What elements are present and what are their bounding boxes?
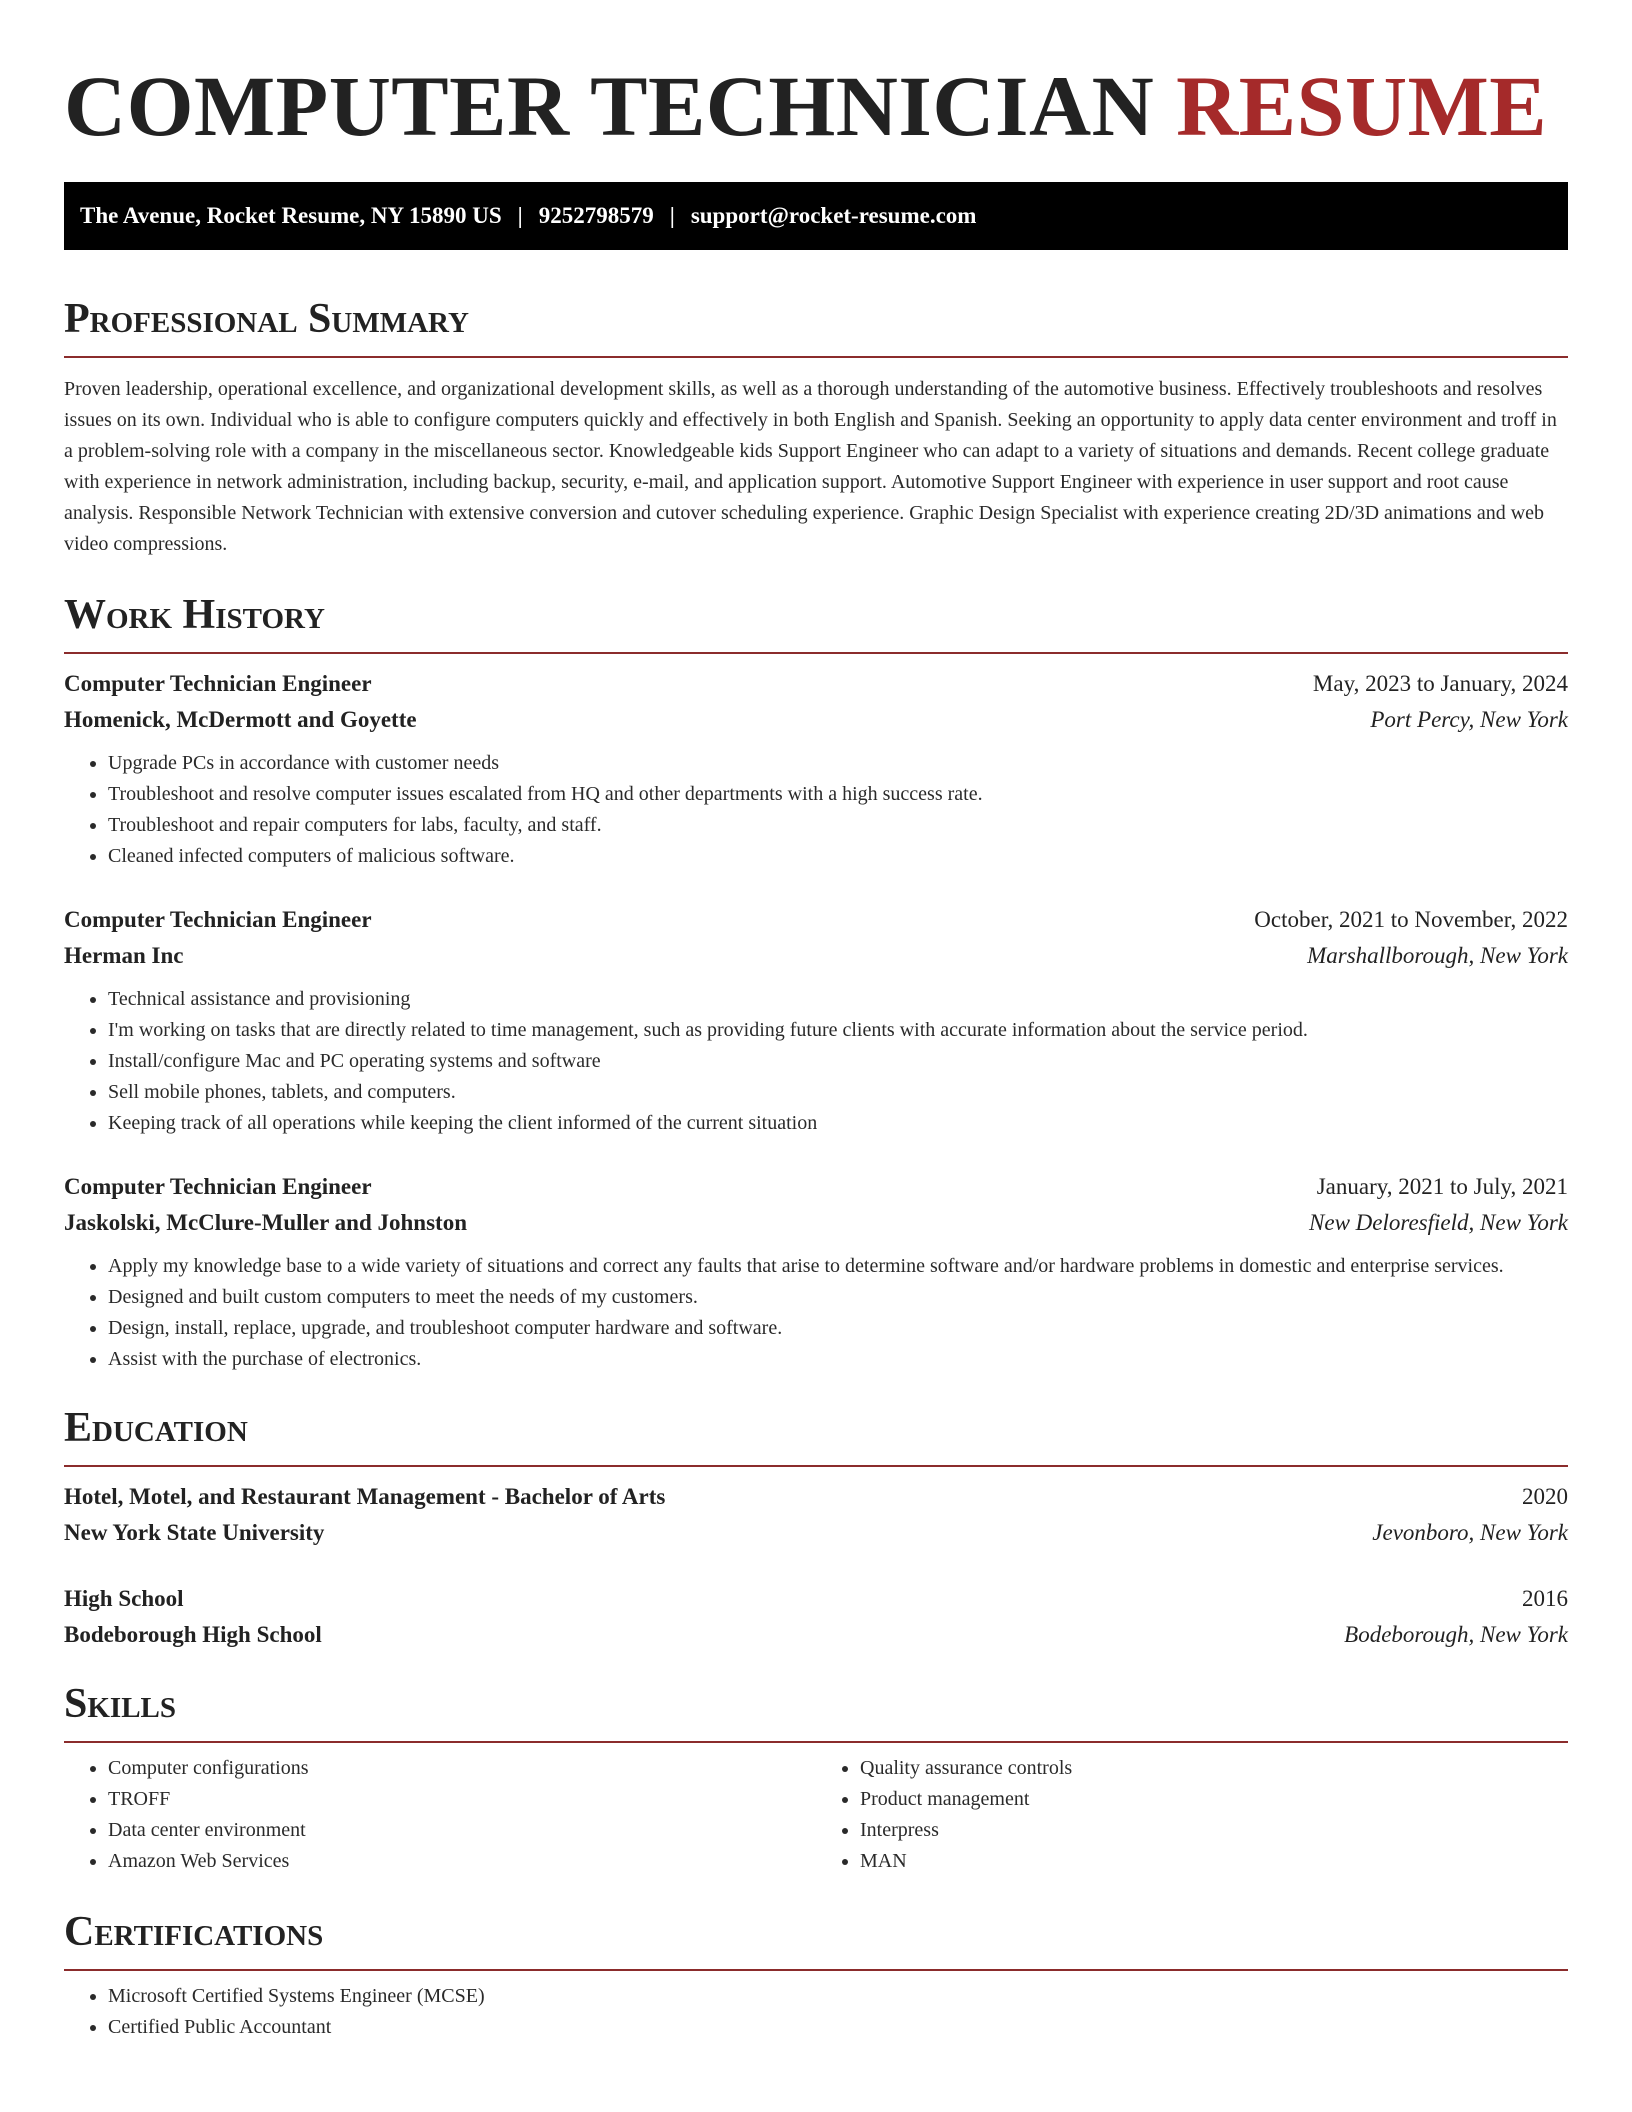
skill-item: • MAN: [860, 1846, 1568, 1877]
section-heading-skills: Skills: [64, 1677, 1568, 1743]
education-school: New York State University: [64, 1520, 325, 1545]
education-degree: Hotel, Motel, and Restaurant Management - Bachelor of Arts: [64, 1484, 666, 1509]
job-bullet: • Technical assistance and provisioning: [108, 984, 1568, 1015]
job-bullets: [64, 984, 1568, 1139]
job-location: Marshallborough, New York: [1307, 943, 1568, 968]
section-heading-work: Work History: [64, 588, 1568, 654]
job-bullet: • Troubleshoot and resolve computer issues escalated from HQ and other departments with a high success rate.: [108, 779, 1568, 810]
skill-item: • Product management: [860, 1784, 1568, 1815]
education-degree: High School: [64, 1586, 184, 1611]
title-accent: RESUME: [1176, 58, 1548, 154]
job-bullet: • Cleaned infected computers of malicious software.: [108, 841, 1568, 872]
job-bullet: • Install/configure Mac and PC operating systems and software: [108, 1046, 1568, 1077]
job-bullets: [64, 1251, 1568, 1375]
contact-address: The Avenue, Rocket Resume, NY 15890 US: [80, 203, 502, 228]
education-year: 2020: [1522, 1484, 1568, 1509]
resume-title: [64, 0, 1568, 156]
contact-separator: |: [517, 203, 523, 228]
job-bullets: [64, 748, 1568, 872]
skills-column-left: [64, 1753, 816, 1877]
certification-item: • Certified Public Accountant: [108, 2012, 1568, 2043]
certification-item: • Microsoft Certified Systems Engineer (MCSE): [108, 1981, 1568, 2012]
skill-item: • Amazon Web Services: [108, 1846, 816, 1877]
contact-phone[interactable]: 9252798579: [538, 203, 654, 228]
job-bullet: • Upgrade PCs in accordance with customer needs: [108, 748, 1568, 779]
skill-item: • Data center environment: [108, 1815, 816, 1846]
contact-separator: |: [669, 203, 675, 228]
education-entry: [64, 1581, 1568, 1653]
job-bullet: • I'm working on tasks that are directly related to time management, such as providing future clients with accurate information about the service period.: [108, 1015, 1568, 1046]
job-bullet: • Keeping track of all operations while keeping the client informed of the current situation: [108, 1108, 1568, 1139]
education-location: Jevonboro, New York: [1372, 1520, 1568, 1545]
skill-item: • Quality assurance controls: [860, 1753, 1568, 1784]
education-year: 2016: [1522, 1586, 1568, 1611]
skills-column-right: [816, 1753, 1568, 1877]
title-main: COMPUTER TECHNICIAN: [64, 58, 1155, 154]
education-entry: [64, 1479, 1568, 1551]
summary-text: Proven leadership, operational excellence, and organizational development skills, as well as a thorough understanding of the automotive business. Effectively troubleshoots and resolves issues on its own. Individual who is able to configure computers quickly and effectively in both English and Spanish. Seeking an opportunity to apply data center environment and troff in a problem-solving role with a company in the miscellaneous sector. Knowledgeable kids Support Engineer who can adapt to a variety of situations and demands. Recent college graduate with experience in network administration, including backup, security, e-mail, and application support. Automotive Support Engineer with experience in user support and root cause analysis. Responsible Network Technician with extensive conversion and cutover scheduling experience. Graphic Design Specialist with experience creating 2D/3D animations and web video compressions.: [64, 378, 1557, 555]
job-company: Jaskolski, McClure-Muller and Johnston: [64, 1210, 467, 1235]
job-company: Homenick, McDermott and Goyette: [64, 707, 417, 732]
job-entry: [64, 1169, 1568, 1375]
job-entry: [64, 666, 1568, 872]
skills-grid: [64, 1753, 1568, 1877]
job-dates: October, 2021 to November, 2022: [1254, 907, 1568, 932]
skill-item: • TROFF: [108, 1784, 816, 1815]
job-location: Port Percy, New York: [1370, 707, 1568, 732]
job-bullet: • Assist with the purchase of electronics.: [108, 1344, 1568, 1375]
skill-item: • Computer configurations: [108, 1753, 816, 1784]
job-bullet: • Design, install, replace, upgrade, and troubleshoot computer hardware and software.: [108, 1313, 1568, 1344]
skill-item: • Interpress: [860, 1815, 1568, 1846]
section-heading-education: Education: [64, 1401, 1568, 1467]
contact-email[interactable]: support@rocket-resume.com: [690, 203, 977, 228]
job-title: Computer Technician Engineer: [64, 1174, 372, 1199]
job-bullet: • Troubleshoot and repair computers for labs, faculty, and staff.: [108, 810, 1568, 841]
job-location: New Deloresfield, New York: [1309, 1210, 1568, 1235]
job-bullet: • Apply my knowledge base to a wide variety of situations and correct any faults that arise to determine software and/or hardware problems in domestic and enterprise services.: [108, 1251, 1568, 1282]
job-company: Herman Inc: [64, 943, 184, 968]
job-dates: May, 2023 to January, 2024: [1312, 671, 1568, 696]
job-bullet: • Sell mobile phones, tablets, and computers.: [108, 1077, 1568, 1108]
section-heading-summary: Professional Summary: [64, 292, 1568, 358]
education-location: Bodeborough, New York: [1344, 1622, 1568, 1647]
section-heading-certifications: Certifications: [64, 1905, 1568, 1971]
job-title: Computer Technician Engineer: [64, 671, 372, 696]
job-bullet: • Designed and built custom computers to meet the needs of my customers.: [108, 1282, 1568, 1313]
contact-bar: [64, 182, 1568, 250]
job-dates: January, 2021 to July, 2021: [1316, 1174, 1568, 1199]
job-entry: [64, 902, 1568, 1139]
job-title: Computer Technician Engineer: [64, 907, 372, 932]
certifications-list: [64, 1981, 1568, 2043]
education-school: Bodeborough High School: [64, 1622, 322, 1647]
